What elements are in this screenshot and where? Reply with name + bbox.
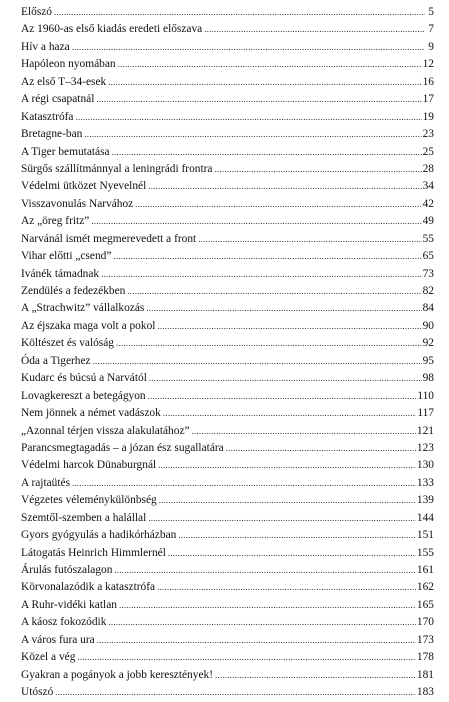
toc-entry-page-number: 73 xyxy=(422,267,434,280)
toc-entry-page-number: 130 xyxy=(416,459,434,472)
dot-leader xyxy=(168,545,416,562)
toc-entry-title: Katasztrófa xyxy=(21,110,74,123)
dot-leader xyxy=(76,109,422,126)
toc-entry-page-number: 42 xyxy=(422,197,434,210)
toc-entry xyxy=(21,545,434,562)
toc-entry-page-number: 17 xyxy=(422,93,434,106)
toc-entry-page-number: 34 xyxy=(422,180,434,193)
toc-entry-title: Közel a vég xyxy=(21,651,76,664)
toc-entry-title: Védelmi harcok Dünaburgnál xyxy=(21,459,157,472)
toc-entry-title: A káosz fokozódik xyxy=(21,616,107,629)
dot-leader xyxy=(77,649,416,666)
toc-entry-page-number: 90 xyxy=(422,319,434,332)
toc-entry-title: Látogatás Heinrich Himmlernél xyxy=(21,546,166,559)
toc-entry-title: Utószó xyxy=(21,686,54,699)
toc-entry-page-number: 98 xyxy=(422,372,434,385)
toc-entry-page-number: 181 xyxy=(416,668,434,681)
toc-entry xyxy=(21,440,434,457)
toc-entry-page-number: 139 xyxy=(416,494,434,507)
toc-entry-title: Ivánék támadnak xyxy=(21,267,100,280)
toc-entry-page-number: 23 xyxy=(422,128,434,141)
dot-leader xyxy=(163,405,417,422)
toc-entry-title: A város fura ura xyxy=(21,633,95,646)
toc-entry-title: Visszavonulás Narvához xyxy=(21,197,134,210)
toc-entry xyxy=(21,492,434,509)
dot-leader xyxy=(178,527,416,544)
dot-leader xyxy=(55,684,416,701)
dot-leader xyxy=(93,353,422,370)
toc-entry-title: Szemtől-szemben a halállal xyxy=(21,511,147,524)
toc-entry-page-number: 117 xyxy=(417,407,434,420)
dot-leader xyxy=(127,283,421,300)
toc-entry-title: Az éjszaka maga volt a pokol xyxy=(21,319,156,332)
toc-entry xyxy=(21,353,434,370)
toc-entry-title: A rajtaütés xyxy=(21,476,71,489)
toc-entry-title: Nem jönnek a német vadászok xyxy=(21,407,161,420)
toc-entry-title: Az „öreg fritz” xyxy=(21,215,90,228)
dot-leader xyxy=(159,492,416,509)
toc-entry xyxy=(21,457,434,474)
dot-leader xyxy=(204,21,425,38)
toc-entry-page-number: 16 xyxy=(422,75,434,88)
toc-entry xyxy=(21,266,434,283)
dot-leader xyxy=(149,370,422,387)
toc-entry-title: A Ruhr-vidéki katlan xyxy=(21,598,117,611)
toc-entry xyxy=(21,126,434,143)
toc-entry-page-number: 65 xyxy=(422,250,434,263)
dot-leader xyxy=(198,231,421,248)
toc-entry xyxy=(21,562,434,579)
toc-entry-title: Hapóleon nyomában xyxy=(21,58,116,71)
toc-entry-title: Lovagkereszt a betegágyon xyxy=(21,389,146,402)
toc-entry-page-number: 121 xyxy=(416,424,434,437)
toc-entry-title: A régi csapatnál xyxy=(21,93,95,106)
toc-entry xyxy=(21,335,434,352)
dot-leader xyxy=(119,597,416,614)
toc-entry-page-number: 95 xyxy=(422,354,434,367)
toc-entry-page-number: 82 xyxy=(422,285,434,297)
toc-entry-page-number: 28 xyxy=(422,162,434,175)
toc-entry-title: Óda a Tigerhez xyxy=(21,354,91,367)
toc-entry-page-number: 170 xyxy=(416,616,434,629)
toc-entry-page-number: 165 xyxy=(416,598,434,611)
toc-entry-title: Gyors gyógyulás a hadikórházban xyxy=(21,529,177,542)
toc-entry-title: Bretagne-ban xyxy=(21,128,83,141)
toc-entry xyxy=(21,231,434,248)
toc-entry xyxy=(21,684,434,701)
toc-entry-page-number: 173 xyxy=(416,633,434,646)
toc-entry xyxy=(21,196,434,213)
toc-entry xyxy=(21,248,434,265)
toc-entry-title: Sürgős szállítmánnyal a leningrádi frontra xyxy=(21,162,213,175)
dot-leader xyxy=(54,4,425,21)
dot-leader xyxy=(215,667,416,684)
toc-entry-title: Árulás futószalagon xyxy=(21,564,113,576)
dot-leader xyxy=(72,475,416,492)
toc-entry-page-number: 123 xyxy=(416,441,434,454)
toc-entry-page-number: 155 xyxy=(416,546,434,559)
dot-leader xyxy=(157,318,421,335)
toc-entry xyxy=(21,56,434,73)
table-of-contents xyxy=(21,4,434,702)
toc-entry-page-number: 151 xyxy=(416,529,434,542)
toc-entry xyxy=(21,178,434,195)
toc-entry-title: Kudarc és búcsú a Narvától xyxy=(21,372,147,385)
toc-entry-page-number: 133 xyxy=(416,476,434,489)
dot-leader xyxy=(91,213,421,230)
dot-leader xyxy=(96,91,421,108)
toc-entry xyxy=(21,370,434,387)
toc-entry xyxy=(21,667,434,684)
toc-entry-page-number: 12 xyxy=(422,58,434,71)
dot-leader xyxy=(108,74,421,91)
toc-entry-title: A „Strachwitz” vállalkozás xyxy=(21,302,145,315)
dot-leader xyxy=(135,196,421,213)
toc-entry-title: Parancsmegtagadás – a józan ész sugallatára xyxy=(21,441,224,454)
toc-entry-page-number: 49 xyxy=(422,215,434,228)
toc-entry xyxy=(21,579,434,596)
toc-entry xyxy=(21,144,434,161)
toc-entry-title: Védelmi ütközet Nyevelnél xyxy=(21,180,147,193)
dot-leader xyxy=(72,39,425,56)
toc-entry-page-number: 9 xyxy=(428,40,434,53)
toc-entry xyxy=(21,649,434,666)
dot-leader xyxy=(148,388,417,405)
dot-leader xyxy=(114,562,415,579)
toc-entry-page-number: 19 xyxy=(422,110,434,123)
toc-entry-title: Az 1960-as első kiadás eredeti előszava xyxy=(21,23,203,36)
toc-entry-page-number: 25 xyxy=(422,145,434,158)
toc-entry xyxy=(21,283,434,300)
toc-entry-page-number: 144 xyxy=(416,511,434,524)
toc-entry-page-number: 162 xyxy=(416,581,434,594)
toc-entry-page-number: 110 xyxy=(417,389,434,402)
toc-entry-title: Gyakran a pogányok a jobb keresztények! xyxy=(21,668,213,681)
toc-entry xyxy=(21,405,434,422)
dot-leader xyxy=(116,335,422,352)
toc-entry-title: Költészet és valóság xyxy=(21,337,114,350)
toc-entry-page-number: 5 xyxy=(428,6,434,18)
dot-leader xyxy=(148,178,421,195)
dot-leader xyxy=(158,457,416,474)
dot-leader xyxy=(157,579,416,596)
toc-entry xyxy=(21,300,434,317)
toc-entry xyxy=(21,632,434,649)
toc-entry xyxy=(21,388,434,405)
toc-entry-title: Hív a haza xyxy=(21,40,70,53)
toc-entry xyxy=(21,74,434,91)
toc-entry-title: Zendülés a fedezékben xyxy=(21,285,126,297)
toc-entry-title: Vihar előtti „csend” xyxy=(21,250,112,263)
toc-entry xyxy=(21,91,434,108)
toc-entry-page-number: 178 xyxy=(416,651,434,664)
toc-entry xyxy=(21,109,434,126)
dot-leader xyxy=(226,440,416,457)
dot-leader xyxy=(97,632,416,649)
dot-leader xyxy=(113,248,421,265)
toc-entry xyxy=(21,614,434,631)
dot-leader xyxy=(108,614,415,631)
toc-entry xyxy=(21,318,434,335)
toc-entry-page-number: 84 xyxy=(422,302,434,315)
toc-entry-title: Körvonalazódik a katasztrófa xyxy=(21,581,156,594)
toc-entry xyxy=(21,597,434,614)
toc-entry-page-number: 183 xyxy=(416,686,434,699)
toc-entry xyxy=(21,39,434,56)
toc-entry-page-number: 161 xyxy=(416,564,434,576)
toc-entry xyxy=(21,510,434,527)
toc-entry-page-number: 55 xyxy=(422,232,434,245)
toc-entry-title: Az első T–34-esek xyxy=(21,75,107,88)
dot-leader xyxy=(146,300,421,317)
toc-entry xyxy=(21,475,434,492)
toc-entry xyxy=(21,213,434,230)
dot-leader xyxy=(112,144,422,161)
toc-entry-title: Előszó xyxy=(21,6,53,18)
dot-leader xyxy=(214,161,421,178)
toc-entry-title: „Azonnal térjen vissza alakulatához” xyxy=(21,424,190,437)
toc-entry xyxy=(21,4,434,21)
toc-entry-title: Végzetes véleménykülönbség xyxy=(21,494,157,507)
toc-entry-page-number: 7 xyxy=(428,23,434,36)
toc-entry-title: A Tiger bemutatása xyxy=(21,145,110,158)
toc-entry xyxy=(21,161,434,178)
toc-entry xyxy=(21,527,434,544)
toc-entry-title: Narvánál ismét megmerevedett a front xyxy=(21,232,197,245)
dot-leader xyxy=(101,266,421,283)
dot-leader xyxy=(148,510,416,527)
toc-entry-page-number: 92 xyxy=(422,337,434,350)
dot-leader xyxy=(84,126,421,143)
toc-entry xyxy=(21,21,434,38)
dot-leader xyxy=(118,56,422,73)
dot-leader xyxy=(192,423,416,440)
toc-entry xyxy=(21,423,434,440)
